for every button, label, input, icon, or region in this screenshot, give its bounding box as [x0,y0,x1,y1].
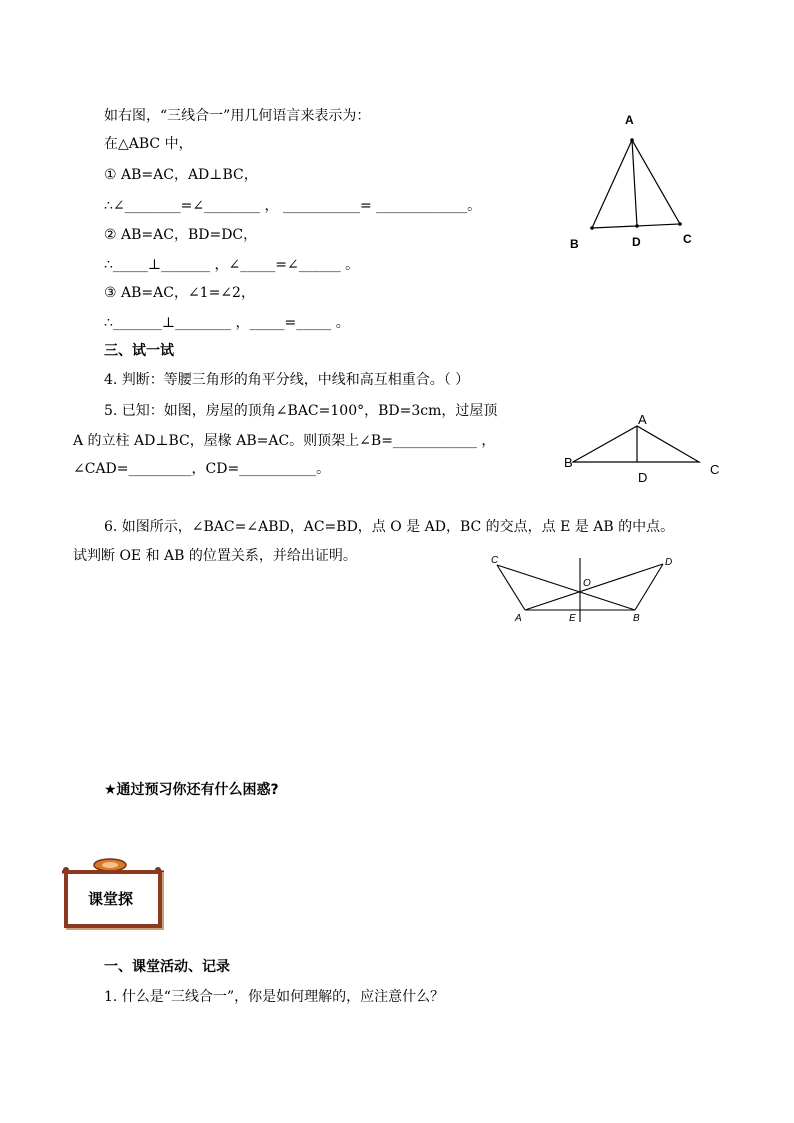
question-5-line-1: 5. 已知：如图，房屋的顶角∠BAC=100°，BD=3cm，过屋顶 [104,403,498,419]
classroom-explore-badge [64,870,162,928]
intro-line-2: 在△ABC 中， [104,136,193,152]
fig1-label-c: C [683,232,692,246]
figure-triangle-abc [560,108,710,258]
question-6-line-2: 试判断 OE 和 AB 的位置关系，并给出证明。 [73,548,357,564]
intro-line-4: ∴∠________=∠________ ， ___________= _____________。 [104,198,482,214]
fig3-label-b: B [633,613,640,624]
figure-roof [555,408,735,488]
question-5-line-3: ∠CAD=_________，CD=___________。 [73,461,331,477]
fig2-label-b: B [564,455,573,470]
fig2-label-d: D [638,470,648,485]
intro-line-7: ③ AB=AC，∠1=∠2， [104,285,255,301]
fig3-label-e: E [569,613,576,624]
fig3-label-c: C [491,555,499,566]
fig3-label-o: O [583,578,591,589]
figure-cross [485,550,685,635]
class-activity-heading: 一、课堂活动、记录 [104,959,230,975]
question-5-line-2: A 的立柱 AD⊥BC，屋椽 AB=AC。则顶架上∠B=____________ ， [73,433,496,449]
fig1-label-a: A [625,113,634,127]
intro-line-8: ∴_______⊥________ ，_____=_____ 。 [104,315,350,331]
fig1-label-b: B [570,237,579,251]
question-6-line-1: 6. 如图所示，∠BAC=∠ABD，AC=BD，点 O 是 AD，BC 的交点，点 E 是 AB 的中点。 [104,519,675,535]
intro-line-6: ∴_____⊥_______ ，∠_____=∠______ 。 [104,257,360,273]
fig3-label-d: D [665,557,673,568]
fig2-label-c: C [710,462,720,477]
intro-line-5: ② AB=AC，BD=DC， [104,227,258,243]
fig1-label-d: D [632,235,641,249]
fig3-label-a: A [515,613,522,624]
confusion-prompt: ★通过预习你还有什么困惑? [104,782,279,798]
fig2-label-a: A [638,412,647,427]
class-question-1: 1. 什么是“三线合一”，你是如何理解的，应注意什么？ [104,989,445,1005]
intro-line-3: ① AB=AC，AD⊥BC， [104,167,258,183]
badge-label: 课堂探 [88,890,134,908]
question-4: 4. 判断：等腰三角形的角平分线，中线和高互相重合。（ ） [104,372,470,388]
section3-heading: 三、试一试 [104,343,174,359]
intro-line-1: 如右图，“三线合一”用几何语言来表示为： [104,108,371,124]
